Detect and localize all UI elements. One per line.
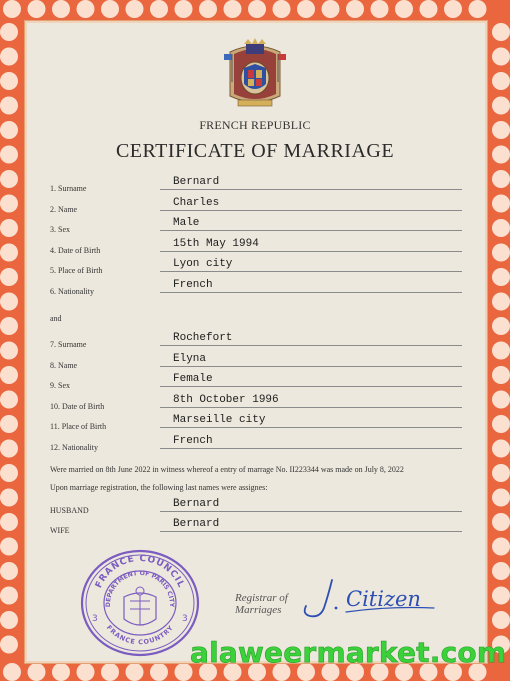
scallop <box>52 0 70 18</box>
underline <box>160 448 462 449</box>
council-stamp <box>80 549 200 657</box>
scallop <box>101 663 119 681</box>
person2-value: Rochefort <box>173 332 233 344</box>
scallop <box>77 663 95 681</box>
scallop <box>0 72 18 90</box>
scallop <box>28 0 46 18</box>
svg-text:FRANCE COUNTRY: FRANCE COUNTRY <box>104 623 176 647</box>
underline <box>160 292 462 293</box>
marriage-statement-line2: Upon marriage registration, the following last names were assignes: <box>50 483 268 492</box>
scallop <box>0 97 18 115</box>
site-watermark: alaweermarket.com <box>190 636 507 669</box>
scallop <box>0 23 18 41</box>
assigned_names-row <box>0 498 510 521</box>
marriage-statement-line1: Were married on 8th June 2022 in witness whereof a entry of marrage No. II223344 was made on July 8, 2022 <box>50 465 404 474</box>
svg-text:DEPARTMENT OF PARIS CITY: DEPARTMENT OF PARIS CITY <box>104 569 176 608</box>
scallop <box>126 663 144 681</box>
country-name: FRENCH REPUBLIC <box>199 118 311 132</box>
scallop <box>322 0 340 18</box>
registrar-line2: Marriages <box>235 604 282 616</box>
person1-row <box>0 196 510 220</box>
person2-value: Female <box>173 373 213 386</box>
scallop <box>492 317 510 335</box>
scallop <box>444 0 462 18</box>
scallop <box>0 611 18 629</box>
person2-value: French <box>173 435 213 447</box>
underline <box>160 407 462 408</box>
scallop <box>0 562 18 580</box>
person1-row <box>0 279 510 302</box>
svg-text:3: 3 <box>92 614 98 624</box>
registrar-signature <box>298 574 438 624</box>
scallop <box>199 0 217 18</box>
and-separator: and <box>50 314 62 323</box>
assigned_names-value: Bernard <box>173 518 220 530</box>
person2-row <box>0 332 510 355</box>
underline <box>160 230 462 231</box>
scallop <box>492 611 510 629</box>
scallop <box>150 663 168 681</box>
scallop <box>52 663 70 681</box>
person2-value: Marseille city <box>173 414 266 427</box>
person1-label: 6. Nationality <box>50 287 94 296</box>
underline <box>160 210 462 211</box>
scallop <box>0 317 18 335</box>
person1-row <box>0 258 510 281</box>
person2-row <box>0 414 510 437</box>
scallop <box>28 663 46 681</box>
registrar-line1: Registrar of <box>235 592 288 604</box>
scallop <box>150 0 168 18</box>
person1-row <box>0 237 510 261</box>
registrar-label <box>235 592 288 616</box>
scallop <box>126 0 144 18</box>
svg-text:3: 3 <box>182 614 188 624</box>
person2-value: 8th October 1996 <box>173 393 279 406</box>
person2-label: 9. Sex <box>50 381 70 391</box>
assigned_names-row <box>0 518 510 541</box>
scallop <box>346 0 364 18</box>
assigned_names-label: WIFE <box>50 526 70 535</box>
person2-value: Elyna <box>173 352 207 365</box>
coat-of-arms-icon <box>222 38 288 110</box>
scallop <box>273 0 291 18</box>
scallop <box>101 0 119 18</box>
scallop <box>492 97 510 115</box>
scallop <box>0 587 18 605</box>
person2-label: 7. Surname <box>50 340 87 349</box>
scallop <box>492 562 510 580</box>
scallop <box>492 587 510 605</box>
scallop <box>492 72 510 90</box>
person2-row <box>0 435 510 458</box>
scallop <box>224 0 242 18</box>
svg-text:Citizen: Citizen <box>346 587 421 611</box>
scallop <box>0 636 18 654</box>
underline <box>160 345 462 346</box>
person1-value: French <box>173 279 213 291</box>
person1-label: 1. Surname <box>50 184 87 193</box>
person1-row <box>0 176 510 199</box>
person1-label: 2. Name <box>50 204 78 214</box>
person1-value: Bernard <box>173 176 220 188</box>
scallop <box>0 48 18 66</box>
underline <box>160 251 462 252</box>
person2-row <box>0 352 510 376</box>
scallop <box>3 0 21 18</box>
person1-label: 3. Sex <box>50 225 70 235</box>
scallop <box>3 663 21 681</box>
scallop <box>395 0 413 18</box>
person1-label: 5. Place of Birth <box>50 266 103 276</box>
person2-label: 10. Date of Birth <box>50 401 105 411</box>
person2-label: 8. Name <box>50 360 78 370</box>
scallop <box>492 464 510 482</box>
scallop <box>0 464 18 482</box>
underline <box>160 366 462 367</box>
scallop <box>297 0 315 18</box>
person1-value: 15th May 1994 <box>173 237 259 250</box>
underline <box>160 427 462 428</box>
scallop <box>77 0 95 18</box>
scallop <box>371 0 389 18</box>
person1-label: 4. Date of Birth <box>50 245 101 255</box>
person1-value: Lyon city <box>173 258 233 271</box>
underline <box>160 511 462 512</box>
person1-value: Charles <box>173 196 220 209</box>
person2-label: 12. Nationality <box>50 443 98 452</box>
scallop <box>175 0 193 18</box>
certificate-title: CERTIFICATE OF MARRIAGE <box>115 140 395 162</box>
svg-text:FRANCE COUNCIL: FRANCE COUNCIL <box>94 553 186 590</box>
underline <box>160 386 462 387</box>
underline <box>160 531 462 532</box>
scallop <box>248 0 266 18</box>
scallop <box>492 48 510 66</box>
assigned_names-label: HUSBAND <box>50 506 89 515</box>
underline <box>160 189 462 190</box>
underline <box>160 271 462 272</box>
scallop <box>469 0 487 18</box>
person2-label: 11. Place of Birth <box>50 422 107 432</box>
scallop <box>420 0 438 18</box>
person1-value: Male <box>173 217 200 230</box>
scallop <box>492 23 510 41</box>
assigned_names-value: Bernard <box>173 498 220 510</box>
